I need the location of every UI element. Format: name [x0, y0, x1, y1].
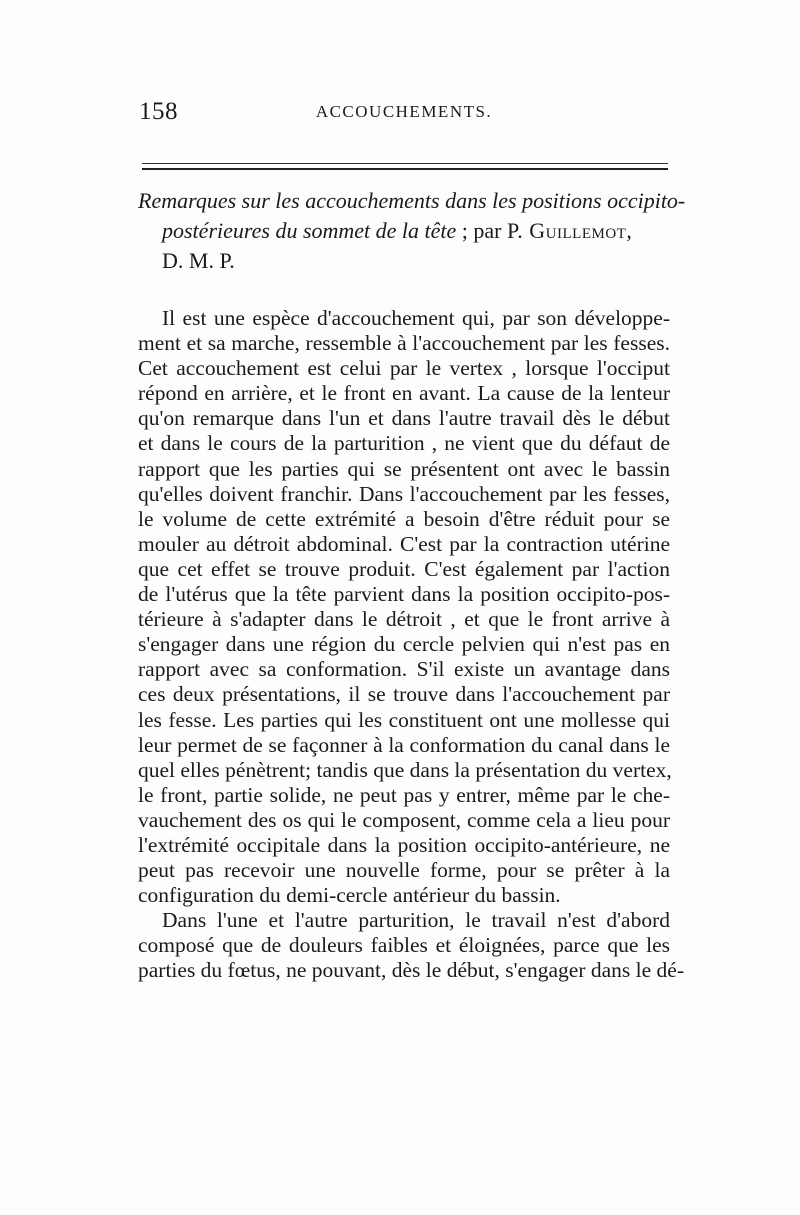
- text-line: répond en arrière, et le front en avant. La cause de la lenteur: [138, 381, 670, 406]
- text-line: quel elles pénètrent; tandis que dans la présentation du vertex,: [138, 757, 672, 782]
- text-line: les fesse. Les parties qui les constituent ont une mollesse qui: [138, 707, 670, 732]
- text-line: rapport avec sa conformation. S'il existe un avantage dans: [138, 657, 670, 682]
- article-heading: [138, 186, 686, 276]
- text-line: parties du fœtus, ne pouvant, dès le début, s'engager dans le dé-: [138, 958, 684, 983]
- heading-line-1: Remarques sur les accouchements dans les positions occipito-: [138, 188, 686, 213]
- text-line: rapport que les parties qui se présentent ont avec le bassin: [138, 456, 670, 481]
- text-line: configuration du demi-cercle antérieur du bassin.: [138, 883, 561, 908]
- heading-line-2: postérieures du sommet de la tête ; par P. Guillemot,: [162, 218, 632, 243]
- text-line: le volume de cette extrémité a besoin d'être réduit pour se: [138, 506, 670, 531]
- text-line: le front, partie solide, ne peut pas y entrer, même par le che-: [138, 782, 670, 807]
- text-line: mouler au détroit abdominal. C'est par la contraction utérine: [138, 531, 670, 556]
- text-line: et dans le cours de la parturition , ne vient que du défaut de: [138, 431, 670, 456]
- text-line: vauchement des os qui le composent, comme cela a lieu pour: [138, 807, 670, 832]
- page-number: 158: [139, 98, 178, 125]
- author-name: P. Guillemot: [507, 218, 627, 243]
- body-text: [138, 306, 684, 984]
- text-line: ment et sa marche, ressemble à l'accouchement par les fesses.: [138, 331, 670, 356]
- text-line: l'extrémité occipitale dans la position occipito-antérieure, ne: [138, 832, 670, 857]
- running-head: [139, 98, 669, 128]
- text-line: qu'on remarque dans l'un et dans l'autre travail dès le début: [138, 406, 670, 431]
- text-line: térieure à s'adapter dans le détroit , et que le front arrive à: [138, 607, 670, 632]
- text-line: leur permet de se façonner à la conformation du canal dans le: [138, 732, 670, 757]
- text-line: Dans l'une et l'autre parturition, le travail n'est d'abord: [162, 908, 670, 933]
- text-line: Cet accouchement est celui par le vertex , lorsque l'occiput: [138, 356, 670, 381]
- author-degree: D. M. P.: [162, 248, 235, 273]
- text-line: ces deux présentations, il se trouve dans l'accouchement par: [138, 682, 670, 707]
- running-title: ACCOUCHEMENTS.: [315, 102, 493, 121]
- heading-line-3: [138, 246, 670, 276]
- text-line: que cet effet se trouve produit. C'est également par l'action: [138, 556, 670, 581]
- text-line: s'engager dans une région du cercle pelvien qui n'est pas en: [138, 632, 670, 657]
- text-line: peut pas recevoir une nouvelle forme, pour se prêter à la: [138, 858, 670, 883]
- text-line: Il est une espèce d'accouchement qui, par son développe-: [162, 306, 670, 330]
- text-line: composé que de douleurs faibles et éloignées, parce que les: [138, 933, 670, 958]
- text-line: de l'utérus que la tête parvient dans la position occipito-pos-: [138, 582, 670, 607]
- text-line: qu'elles doivent franchir. Dans l'accouchement par les fesses,: [138, 481, 670, 506]
- header-rule: [142, 163, 668, 170]
